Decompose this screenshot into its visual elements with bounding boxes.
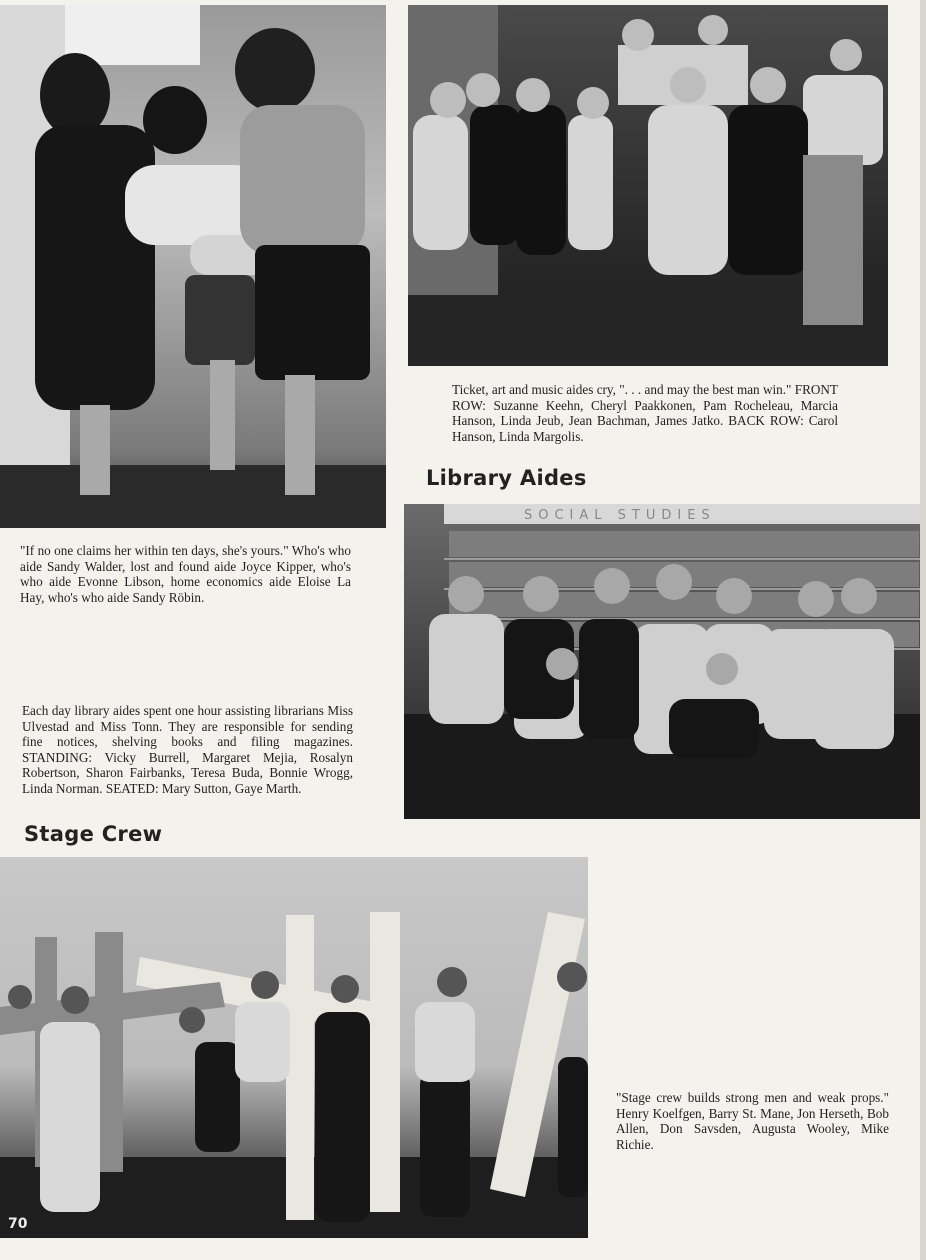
page-spine-edge	[920, 0, 926, 1260]
photo-ticket-art-music-aides	[408, 5, 888, 366]
caption-ticket-art-music: Ticket, art and music aides cry, ". . . and may the best man win." FRONT ROW: Suzanne Keehn, Cheryl Paakkonen, Pam Rocheleau, Marcia Hanson, Linda Jeub, Jean Bachman, James Jatko. BACK ROW: Carol Hanson, Linda Margolis.	[452, 382, 838, 444]
page-number: 70	[8, 1216, 28, 1232]
photo-aides-carrying-classmate	[0, 5, 386, 528]
photo-stage-crew-boards	[0, 857, 588, 1238]
shelf-sign: SOCIAL STUDIES	[524, 508, 716, 523]
aides-photo-illustration	[0, 5, 386, 528]
caption-stage-crew: "Stage crew builds strong men and weak props." Henry Koelfgen, Barry St. Mane, Jon Herseth, Bob Allen, Don Savsden, Augusta Wooley, Mike Richie.	[616, 1090, 889, 1152]
stage-photo-illustration	[0, 857, 588, 1238]
library-photo-illustration	[404, 504, 920, 819]
caption-library-aides: Each day library aides spent one hour assisting librarians Miss Ulvestad and Miss Tonn. They are responsible for sending fine notices, shelving books and filing magazines. STANDING: Vicky Burrell, Margaret Mejia, Rosalyn Robertson, Sharon Fairbanks, Teresa Buda, Bonnie Wrogg, Linda Norman. SEATED: Mary Sutton, Gaye Marth.	[22, 703, 353, 796]
heading-library-aides: Library Aides	[426, 466, 587, 490]
caption-aides-carrying: "If no one claims her within ten days, she's yours." Who's who aide Sandy Walder, lost and found aide Joyce Kipper, who's who aide Evonne Libson, home economics aide Eloise La Hay, who's who aide Sandy Röbin.	[20, 543, 351, 605]
photo-library-aides	[404, 504, 920, 819]
heading-stage-crew: Stage Crew	[24, 822, 163, 846]
ticket-aides-photo-illustration	[408, 5, 888, 366]
